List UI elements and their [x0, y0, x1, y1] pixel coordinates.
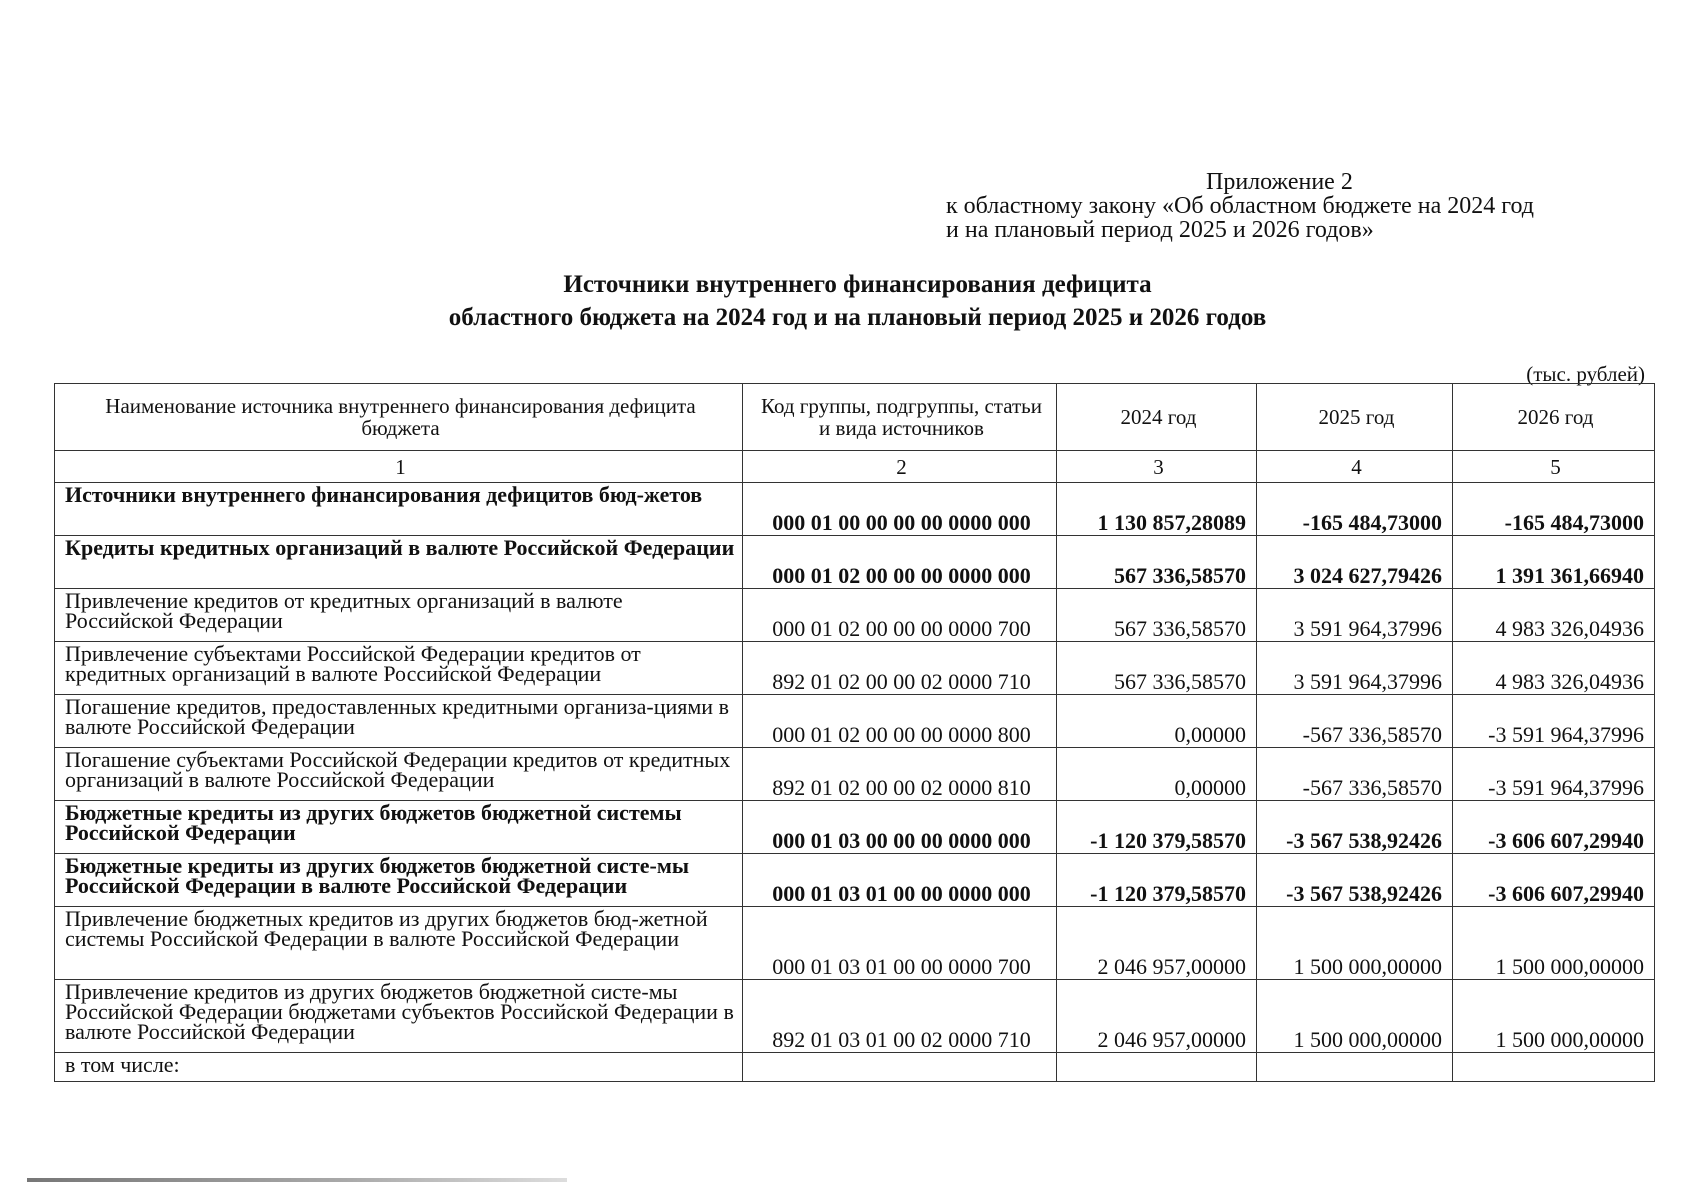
row-value-2026: -3 606 607,29940 [1453, 854, 1655, 907]
column-number: 3 [1057, 451, 1257, 483]
table-row [55, 695, 1655, 748]
row-name-cell: Погашение субъектами Российской Федерации кредитов от кредитных организаций в валюте Российской Федерации [55, 748, 743, 801]
row-value-2024: 0,00000 [1057, 748, 1257, 801]
appendix-law-period: и на плановый период 2025 и 2026 годов» [946, 217, 1374, 243]
including-label: в том числе: [55, 1053, 743, 1082]
row-name-cell: Привлечение субъектами Российской Федерации кредитов от кредитных организаций в валюте Российской Федерации [55, 642, 743, 695]
table-row-footer [55, 1053, 1655, 1082]
table-row [55, 907, 1655, 980]
table-row [55, 642, 1655, 695]
header-name: Наименование источника внутреннего финансирования дефицита бюджета [55, 384, 743, 451]
scan-edge-line [27, 1178, 567, 1182]
row-code-cell: 000 01 00 00 00 00 0000 000 [743, 483, 1057, 536]
row-value-2024: 1 130 857,28089 [1057, 483, 1257, 536]
row-value-2025: 1 500 000,00000 [1257, 980, 1453, 1053]
row-code-cell: 000 01 03 01 00 00 0000 000 [743, 854, 1057, 907]
row-value-2026: 1 500 000,00000 [1453, 980, 1655, 1053]
row-value-2024: 0,00000 [1057, 695, 1257, 748]
column-number: 4 [1257, 451, 1453, 483]
table-row [55, 801, 1655, 854]
row-value-2025: -165 484,73000 [1257, 483, 1453, 536]
row-value-2025: -3 567 538,92426 [1257, 854, 1453, 907]
header-2026: 2026 год [1453, 384, 1655, 451]
row-name-cell: Бюджетные кредиты из других бюджетов бюджетной системы Российской Федерации [55, 801, 743, 854]
row-value-2025: 3 024 627,79426 [1257, 536, 1453, 589]
row-value-2026: -165 484,73000 [1453, 483, 1655, 536]
header-code: Код группы, подгруппы, статьи и вида источников [743, 384, 1057, 451]
row-name-cell: Кредиты кредитных организаций в валюте Российской Федерации [55, 536, 743, 589]
row-value-2026: -3 606 607,29940 [1453, 801, 1655, 854]
row-name-cell: Погашение кредитов, предоставленных кредитными организа-циями в валюте Российской Федерации [55, 695, 743, 748]
appendix-number: Приложение 2 [1206, 169, 1353, 195]
row-code-cell: 000 01 02 00 00 00 0000 800 [743, 695, 1057, 748]
appendix-law-reference: к областному закону «Об областном бюджете на 2024 год [946, 193, 1534, 219]
row-name-cell: Бюджетные кредиты из других бюджетов бюджетной систе-мы Российской Федерации в валюте Российской Федерации [55, 854, 743, 907]
empty-cell [1453, 1053, 1655, 1082]
empty-cell [1257, 1053, 1453, 1082]
column-number-row [55, 451, 1655, 483]
row-code-cell: 000 01 03 01 00 00 0000 700 [743, 907, 1057, 980]
row-code-cell: 000 01 02 00 00 00 0000 700 [743, 589, 1057, 642]
table-header-row [55, 384, 1655, 451]
row-name-cell: Источники внутреннего финансирования дефицитов бюд-жетов [55, 483, 743, 536]
table-row [55, 589, 1655, 642]
column-number: 5 [1453, 451, 1655, 483]
row-value-2024: -1 120 379,58570 [1057, 854, 1257, 907]
document-title [0, 268, 1695, 334]
empty-cell [1057, 1053, 1257, 1082]
row-value-2026: 1 391 361,66940 [1453, 536, 1655, 589]
row-value-2025: 1 500 000,00000 [1257, 907, 1453, 980]
row-value-2024: 567 336,58570 [1057, 589, 1257, 642]
row-value-2024: 2 046 957,00000 [1057, 980, 1257, 1053]
header-2024: 2024 год [1057, 384, 1257, 451]
table-row [55, 536, 1655, 589]
header-2025: 2025 год [1257, 384, 1453, 451]
row-code-cell: 892 01 02 00 00 02 0000 810 [743, 748, 1057, 801]
row-value-2025: -567 336,58570 [1257, 748, 1453, 801]
row-code-cell: 892 01 02 00 00 02 0000 710 [743, 642, 1057, 695]
row-value-2026: 1 500 000,00000 [1453, 907, 1655, 980]
empty-cell [743, 1053, 1057, 1082]
row-value-2026: 4 983 326,04936 [1453, 642, 1655, 695]
table-row [55, 483, 1655, 536]
row-value-2026: 4 983 326,04936 [1453, 589, 1655, 642]
row-name-cell: Привлечение кредитов из других бюджетов бюджетной систе-мы Российской Федерации бюджетами субъектов Российской Федерации в валюте Российской Федерации [55, 980, 743, 1053]
table-row [55, 748, 1655, 801]
row-value-2024: -1 120 379,58570 [1057, 801, 1257, 854]
row-value-2024: 567 336,58570 [1057, 536, 1257, 589]
row-code-cell: 000 01 03 00 00 00 0000 000 [743, 801, 1057, 854]
column-number: 2 [743, 451, 1057, 483]
financing-sources-table [54, 383, 1655, 1082]
table-row [55, 854, 1655, 907]
row-code-cell: 000 01 02 00 00 00 0000 000 [743, 536, 1057, 589]
row-name-cell: Привлечение бюджетных кредитов из других бюджетов бюд-жетной системы Российской Федерации в валюте Российской Федерации [55, 907, 743, 980]
row-value-2024: 567 336,58570 [1057, 642, 1257, 695]
row-value-2025: 3 591 964,37996 [1257, 642, 1453, 695]
column-number: 1 [55, 451, 743, 483]
row-value-2025: 3 591 964,37996 [1257, 589, 1453, 642]
row-value-2026: -3 591 964,37996 [1453, 695, 1655, 748]
row-value-2026: -3 591 964,37996 [1453, 748, 1655, 801]
row-value-2025: -567 336,58570 [1257, 695, 1453, 748]
row-name-cell: Привлечение кредитов от кредитных организаций в валюте Российской Федерации [55, 589, 743, 642]
title-line-1: Источники внутреннего финансирования дефицита [563, 271, 1152, 298]
units-label: (тыс. рублей) [1526, 362, 1645, 386]
title-line-2: областного бюджета на 2024 год и на плановый период 2025 и 2026 годов [448, 304, 1267, 331]
row-value-2025: -3 567 538,92426 [1257, 801, 1453, 854]
table-row [55, 980, 1655, 1053]
appendix-note [946, 170, 1534, 242]
row-code-cell: 892 01 03 01 00 02 0000 710 [743, 980, 1057, 1053]
row-value-2024: 2 046 957,00000 [1057, 907, 1257, 980]
